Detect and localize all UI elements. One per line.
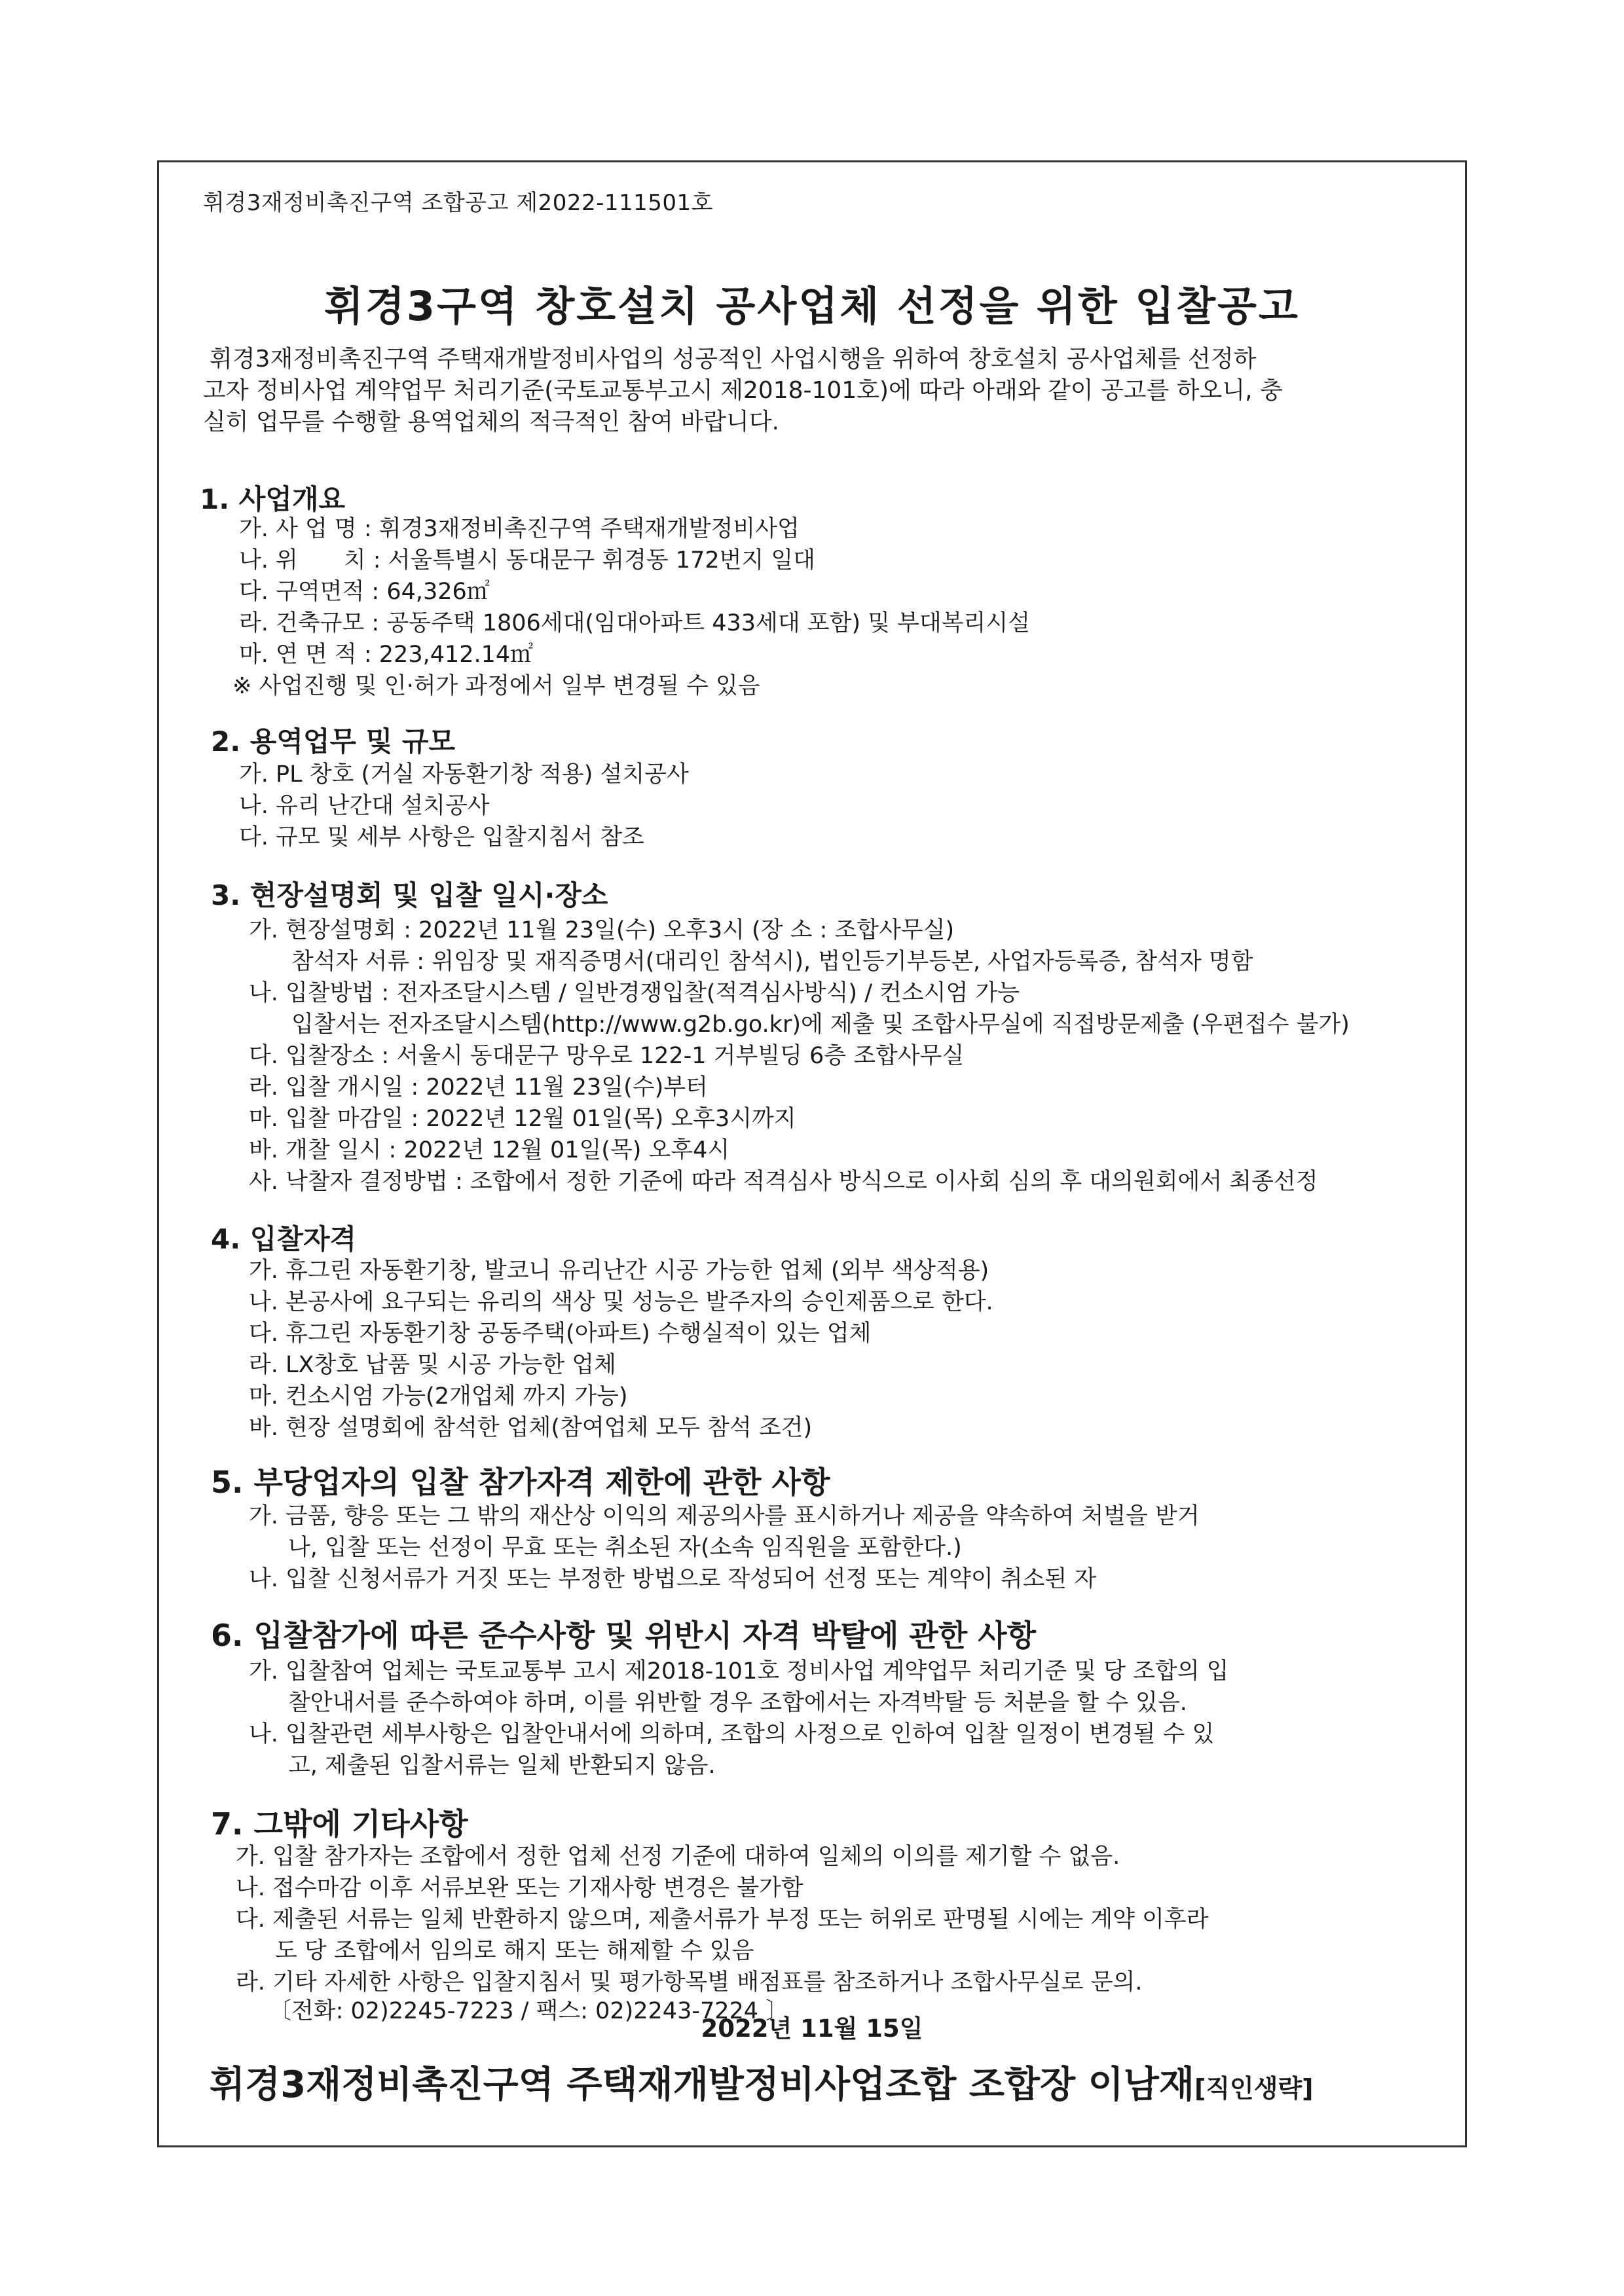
section-6-item: 가. 입찰참여 업체는 국토교통부 고시 제2018-101호 정비사업 계약업무 처리기준 및 당 조합의 입 xyxy=(249,1658,1229,1685)
section-1-item: 나. 위 치 : 서울특별시 동대문구 휘경동 172번지 일대 xyxy=(239,547,815,574)
section-1-item: 라. 건축규모 : 공동주택 1806세대(임대아파트 433세대 포함) 및 부대복리시설 xyxy=(239,610,1030,636)
notice-number: 휘경3재정비촉진구역 조합공고 제2022-111501호 xyxy=(203,190,713,216)
document-title: 휘경3구역 창호설치 공사업체 선정을 위한 입찰공고 xyxy=(324,282,1300,330)
section-4-item: 나. 본공사에 요구되는 유리의 색상 및 성능은 발주자의 승인제품으로 한다. xyxy=(249,1289,993,1315)
section-4-title: 4. 입찰자격 xyxy=(211,1223,357,1255)
section-3-item: 사. 낙찰자 결정방법 : 조합에서 정한 기준에 따라 적격심사 방식으로 이사회 심의 후 대의원회에서 최종선정 xyxy=(249,1169,1318,1195)
section-2-title: 2. 용역업무 및 규모 xyxy=(211,725,456,757)
section-3-subitem: 참석자 서류 : 위임장 및 재직증명서(대리인 참석시), 법인등기부등본, 사업자등록증, 참석자 명함 xyxy=(291,949,1253,975)
section-6-item: 나. 입찰관련 세부사항은 입찰안내서에 의하며, 조합의 사정으로 인하여 입찰 일정이 변경될 수 있 xyxy=(249,1721,1215,1747)
intro-line: 고자 정비사업 계약업무 처리기준(국토교통부고시 제2018-101호)에 따라 아래와 같이 공고를 하오니, 충 xyxy=(203,377,1283,404)
section-6-item-continued: 고, 제출된 입찰서류는 일체 반환되지 않음. xyxy=(288,1753,716,1779)
section-7-title: 7. 그밖에 기타사항 xyxy=(211,1806,468,1842)
section-5-title: 5. 부당업자의 입찰 참가자격 제한에 관한 사항 xyxy=(211,1465,830,1500)
section-4-item: 마. 컨소시엄 가능(2개업체 까지 가능) xyxy=(249,1383,628,1410)
section-7-item: 나. 접수마감 이후 서류보완 또는 기재사항 변경은 불가함 xyxy=(236,1875,803,1901)
section-3-item: 가. 현장설명회 : 2022년 11월 23일(수) 오후3시 (장 소 : 조합사무실) xyxy=(249,917,955,943)
section-4-item: 바. 현장 설명회에 참석한 업체(참여업체 모두 참석 조건) xyxy=(249,1415,813,1441)
section-3-subitem: 입찰서는 전자조달시스템(http://www.g2b.go.kr)에 제출 및 조합사무실에 직접방문제출 (우편접수 불가) xyxy=(291,1011,1350,1038)
section-4-item: 라. LX창호 납품 및 시공 가능한 업체 xyxy=(249,1352,616,1378)
intro-line: 휘경3재정비촉진구역 주택재개발정비사업의 성공적인 사업시행을 위하여 창호설치 공사업체를 선정하 xyxy=(210,346,1257,373)
contact-info: 〔전화: 02)2245-7223 / 팩스: 02)2243-7224 〕 xyxy=(268,1998,789,2024)
section-7-item: 가. 입찰 참가자는 조합에서 정한 업체 선정 기준에 대하여 일체의 이의를 제기할 수 없음. xyxy=(236,1844,1120,1870)
notice-date: 2022년 11월 15일 xyxy=(701,2014,923,2043)
section-4-item: 다. 휴그린 자동환기창 공동주택(아파트) 수행실적이 있는 업체 xyxy=(249,1321,872,1347)
section-4-item: 가. 휴그린 자동환기창, 발코니 유리난간 시공 가능한 업체 (외부 색상적용) xyxy=(249,1258,989,1284)
section-1-item: 다. 구역면적 : 64,326㎡ xyxy=(239,579,490,605)
section-3-item: 다. 입찰장소 : 서울시 동대문구 망우로 122-1 거부빌딩 6층 조합사무실 xyxy=(249,1043,965,1069)
section-2-item: 나. 유리 난간대 설치공사 xyxy=(239,793,490,819)
intro-paragraph xyxy=(203,344,1473,438)
section-2-item: 가. PL 창호 (거실 자동환기창 적용) 설치공사 xyxy=(239,761,689,788)
section-3-item: 라. 입찰 개시일 : 2022년 11월 23일(수)부터 xyxy=(249,1074,708,1101)
section-1-title: 1. 사업개요 xyxy=(200,483,346,515)
section-1-item: 마. 연 면 적 : 223,412.14㎡ xyxy=(239,642,534,668)
section-3-item: 바. 개찰 일시 : 2022년 12월 01일(목) 오후4시 xyxy=(249,1137,730,1163)
section-7-item-continued: 도 당 조합에서 임의로 해지 또는 해제할 수 있음 xyxy=(275,1938,754,1964)
signature-block xyxy=(210,2056,1314,2108)
section-1-item: 가. 사 업 명 : 휘경3재정비촉진구역 주택재개발정비사업 xyxy=(239,516,800,542)
section-7-item: 라. 기타 자세한 사항은 입찰지침서 및 평가항목별 배점표를 참조하거나 조합사무실로 문의. xyxy=(236,1969,1143,1995)
intro-line: 실히 업무를 수행할 용역업체의 적극적인 참여 바랍니다. xyxy=(203,409,779,435)
section-2-item: 다. 규모 및 세부 사항은 입찰지침서 참조 xyxy=(239,824,644,850)
section-3-title: 3. 현장설명회 및 입찰 일시·장소 xyxy=(211,879,608,911)
section-5-item: 나. 입찰 신청서류가 거짓 또는 부정한 방법으로 작성되어 선정 또는 계약이 취소된 자 xyxy=(249,1566,1097,1592)
section-5-item-continued: 나, 입찰 또는 선정이 무효 또는 취소된 자(소속 임직원을 포함한다.) xyxy=(288,1535,962,1561)
section-7-item: 다. 제출된 서류는 일체 반환하지 않으며, 제출서류가 부정 또는 허위로 판명될 시에는 계약 이후라 xyxy=(236,1906,1209,1933)
seal-note: [직인생략] xyxy=(1194,2074,1314,2103)
section-6-title: 6. 입찰참가에 따른 준수사항 및 위반시 자격 박탈에 관한 사항 xyxy=(211,1618,1037,1653)
section-5-item: 가. 금품, 향응 또는 그 밖의 재산상 이익의 제공의사를 표시하거나 제공을 약속하여 처벌을 받거 xyxy=(249,1503,1200,1529)
section-6-item-continued: 찰안내서를 준수하여야 하며, 이를 위반할 경우 조합에서는 자격박탈 등 처분을 할 수 있음. xyxy=(288,1690,1187,1716)
section-3-item: 마. 입찰 마감일 : 2022년 12월 01일(목) 오후3시까지 xyxy=(249,1106,796,1132)
signature: 휘경3재정비촉진구역 주택재개발정비사업조합 조합장 이남재 xyxy=(210,2064,1194,2106)
section-3-item: 나. 입찰방법 : 전자조달시스템 / 일반경쟁입찰(적격심사방식) / 컨소시엄 가능 xyxy=(249,980,1020,1006)
section-1-note: ※ 사업진행 및 인·허가 과정에서 일부 변경될 수 있음 xyxy=(232,673,760,699)
